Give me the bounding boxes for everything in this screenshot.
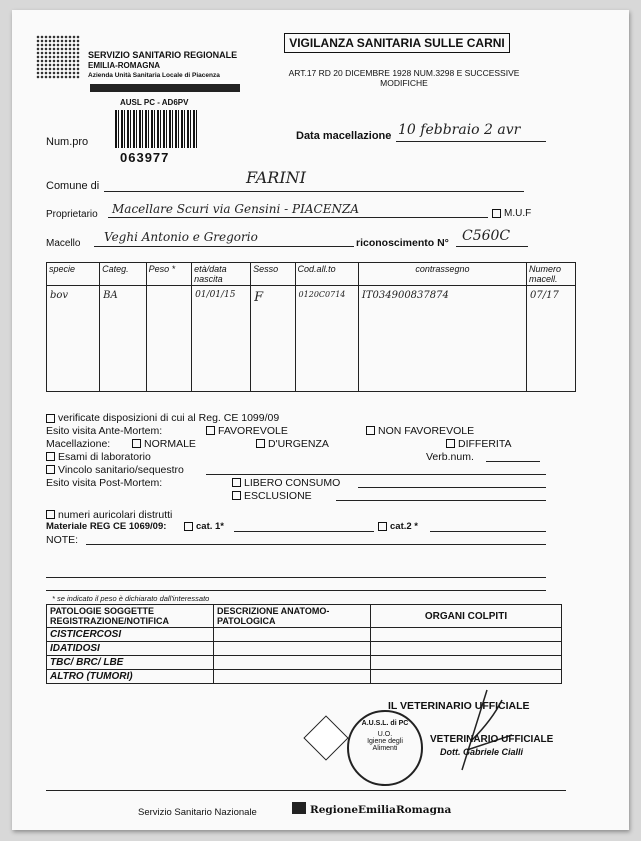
normale-label: NORMALE xyxy=(144,437,196,450)
numeri-checkbox[interactable] xyxy=(46,510,55,519)
note-line xyxy=(86,544,546,545)
macellazione-row xyxy=(46,438,586,451)
org-line1: SERVIZIO SANITARIO REGIONALE xyxy=(88,50,238,60)
vincolo-label: Vincolo sanitario/sequestro xyxy=(58,463,184,476)
urgenza-label: D'URGENZA xyxy=(268,437,329,450)
ssr-logo-icon xyxy=(36,35,80,79)
macello-value: Veghi Antonio e Gregorio xyxy=(104,230,258,244)
esami-row xyxy=(46,451,586,464)
non-favorevole-label: NON FAVOREVOLE xyxy=(378,424,475,437)
verb-num-line xyxy=(486,461,540,462)
riconoscimento-label: riconoscimento N° xyxy=(356,237,449,249)
subtitle xyxy=(274,68,534,88)
vincolo-line xyxy=(206,474,546,475)
stamp-line4: Alimenti xyxy=(372,745,398,752)
cell-eta: 01/01/15 xyxy=(192,286,251,392)
numeri-label: numeri auricolari distrutti xyxy=(58,508,173,521)
esclusione-option xyxy=(232,490,312,503)
libero-option xyxy=(232,477,340,490)
patho-col-3: ORGANI COLPITI xyxy=(371,605,562,628)
footer-line xyxy=(46,790,566,791)
esami-checkbox[interactable] xyxy=(46,452,55,461)
document-title: VIGILANZA SANITARIA SULLE CARNI xyxy=(284,33,510,53)
patho-row-name: IDATIDOSI xyxy=(47,642,214,656)
patho-cell xyxy=(214,656,371,670)
libero-label: LIBERO CONSUMO xyxy=(244,476,341,489)
macellazione-label: Macellazione: xyxy=(46,437,111,450)
patho-cell xyxy=(371,628,562,642)
differita-label: DIFFERITA xyxy=(458,437,512,450)
vet-stamp-line1: VETERINARIO UFFICIALE xyxy=(430,734,554,745)
cat1-option xyxy=(184,521,224,534)
comune-label: Comune di xyxy=(46,180,100,192)
post-row xyxy=(46,477,586,490)
mu-label: M.U.F xyxy=(504,208,532,219)
cat2-option xyxy=(378,521,418,534)
differita-checkbox[interactable] xyxy=(446,439,455,448)
comune-line xyxy=(104,191,524,192)
comune-value: FARINI xyxy=(246,168,306,187)
cell-numero: 07/17 xyxy=(527,286,576,392)
document-page xyxy=(12,10,629,830)
proprietario-line xyxy=(108,217,488,218)
patho-col-1: PATOLOGIE SOGGETTE REGISTRAZIONE/NOTIFICA xyxy=(47,605,214,628)
num-label: Num.pro xyxy=(46,136,89,148)
col-cod: Cod.all.to xyxy=(295,263,358,286)
patho-cell xyxy=(214,670,371,684)
patho-row-name: CISTICERCOSI xyxy=(47,628,214,642)
mu-checkbox[interactable] xyxy=(492,209,501,218)
cat1-line xyxy=(234,531,374,532)
col-eta: età/data nascita xyxy=(192,263,251,286)
col-peso: Peso * xyxy=(146,263,192,286)
esclusione-row xyxy=(46,490,586,503)
mu-option xyxy=(492,208,531,219)
cell-peso xyxy=(146,286,192,392)
normale-option xyxy=(132,438,196,451)
table-row xyxy=(47,286,576,392)
patho-col-2: DESCRIZIONE ANATOMO-PATOLOGICA xyxy=(214,605,371,628)
cell-categ: BA xyxy=(100,286,146,392)
urgenza-checkbox[interactable] xyxy=(256,439,265,448)
signature-scribble-icon xyxy=(432,680,532,780)
patho-cell xyxy=(214,642,371,656)
cat2-line xyxy=(430,531,546,532)
stamp-line2: U.O. xyxy=(377,731,393,738)
cat1-checkbox[interactable] xyxy=(184,522,193,531)
vincolo-row xyxy=(46,464,586,477)
patho-row-name: TBC/ BRC/ LBE xyxy=(47,656,214,670)
ausl-code: AUSL PC - AD6PV xyxy=(120,98,189,107)
patho-cell xyxy=(214,628,371,642)
proprietario-value: Macellare Scuri via Gensini - PIACENZA xyxy=(112,202,359,216)
num-value: 063977 xyxy=(120,150,170,165)
materiale-row xyxy=(46,521,586,534)
esclusione-checkbox[interactable] xyxy=(232,491,241,500)
ausl-stamp xyxy=(347,710,423,786)
verb-num-label: Verb.num. xyxy=(426,450,474,463)
note-line-3 xyxy=(46,590,546,591)
table-row xyxy=(47,656,562,670)
col-numero: Numero macell. xyxy=(527,263,576,286)
cat1-label: cat. 1* xyxy=(196,521,224,532)
table-row xyxy=(47,628,562,642)
animals-table-header xyxy=(47,263,576,286)
differita-option xyxy=(446,438,511,451)
animals-table xyxy=(46,262,576,392)
cat2-label: cat.2 * xyxy=(390,521,418,532)
barcode xyxy=(115,110,199,148)
verificate-label: verificate disposizioni di cui al Reg. CE 1099/09 xyxy=(58,412,280,424)
cell-specie: bov xyxy=(47,286,100,392)
vet-title: IL VETERINARIO UFFICIALE xyxy=(388,700,530,712)
vincolo-checkbox[interactable] xyxy=(46,465,55,474)
non-favorevole-checkbox[interactable] xyxy=(366,426,375,435)
col-categ: Categ. xyxy=(100,263,146,286)
diamond-mark-icon xyxy=(303,715,348,760)
pathology-table-header xyxy=(47,605,562,628)
data-value: 10 febbraio 2 avr xyxy=(398,122,521,138)
vet-stamp-line2: Dott. Gabriele Cialli xyxy=(440,747,524,757)
subtitle-line1: ART.17 RD 20 DICEMBRE 1928 NUM.3298 E SUCCESSIVE xyxy=(288,68,520,78)
note-row xyxy=(46,534,586,547)
macello-label: Macello xyxy=(46,238,81,249)
esito-post-label: Esito visita Post-Mortem: xyxy=(46,476,163,489)
patho-cell xyxy=(371,656,562,670)
verificate-checkbox[interactable] xyxy=(46,414,55,423)
col-sesso: Sesso xyxy=(251,263,295,286)
macello-line xyxy=(94,246,354,247)
cell-contrassegno: IT034900837874 xyxy=(358,286,526,392)
note-label: NOTE: xyxy=(46,534,79,546)
patho-cell xyxy=(371,642,562,656)
col-contrassegno: contrassegno xyxy=(358,263,526,286)
riconoscimento-value: C560C xyxy=(462,228,511,244)
footer-right: RegioneEmiliaRomagna xyxy=(310,804,452,816)
materiale-label: Materiale REG CE 1069/09: xyxy=(46,521,167,532)
favorevole-option xyxy=(206,425,288,438)
esito-ante-label: Esito visita Ante-Mortem: xyxy=(46,424,163,437)
note-line-2 xyxy=(46,577,546,578)
proprietario-label: Proprietario xyxy=(46,209,98,220)
subtitle-line2: MODIFICHE xyxy=(380,78,428,88)
cell-cod: 0120C0714 xyxy=(295,286,358,392)
esclusione-line xyxy=(336,500,546,501)
favorevole-checkbox[interactable] xyxy=(206,426,215,435)
checks-section xyxy=(46,412,586,547)
urgenza-option xyxy=(256,438,329,451)
libero-checkbox[interactable] xyxy=(232,478,241,487)
col-specie: specie xyxy=(47,263,100,286)
normale-checkbox[interactable] xyxy=(132,439,141,448)
libero-line xyxy=(358,487,546,488)
region-logo-icon xyxy=(292,802,306,814)
table-row xyxy=(47,642,562,656)
cell-sesso: F xyxy=(251,286,295,392)
cat2-checkbox[interactable] xyxy=(378,522,387,531)
org-line2: EMILIA-ROMAGNA xyxy=(88,61,160,70)
data-line xyxy=(396,141,546,142)
esami-label: Esami di laboratorio xyxy=(58,450,151,463)
data-label: Data macellazione xyxy=(296,130,392,142)
stamp-line3: Igiene degli xyxy=(367,738,403,745)
footer-left: Servizio Sanitario Nazionale xyxy=(138,807,257,818)
riconoscimento-line xyxy=(456,246,528,247)
org-line3: Azienda Unità Sanitaria Locale di Piacenza xyxy=(88,72,220,79)
non-favorevole-option xyxy=(366,425,474,438)
numeri-row xyxy=(46,509,586,522)
patho-row-name: ALTRO (TUMORI) xyxy=(47,670,214,684)
footnote: * se indicato il peso è dichiarato dall'interessato xyxy=(52,594,210,603)
ante-row xyxy=(46,425,586,438)
header-bar xyxy=(90,84,240,92)
verificate-row xyxy=(46,412,586,425)
pathology-table xyxy=(46,604,562,684)
stamp-line1: A.U.S.L. di PC xyxy=(361,720,409,727)
favorevole-label: FAVOREVOLE xyxy=(218,424,288,437)
esclusione-label: ESCLUSIONE xyxy=(244,489,312,502)
